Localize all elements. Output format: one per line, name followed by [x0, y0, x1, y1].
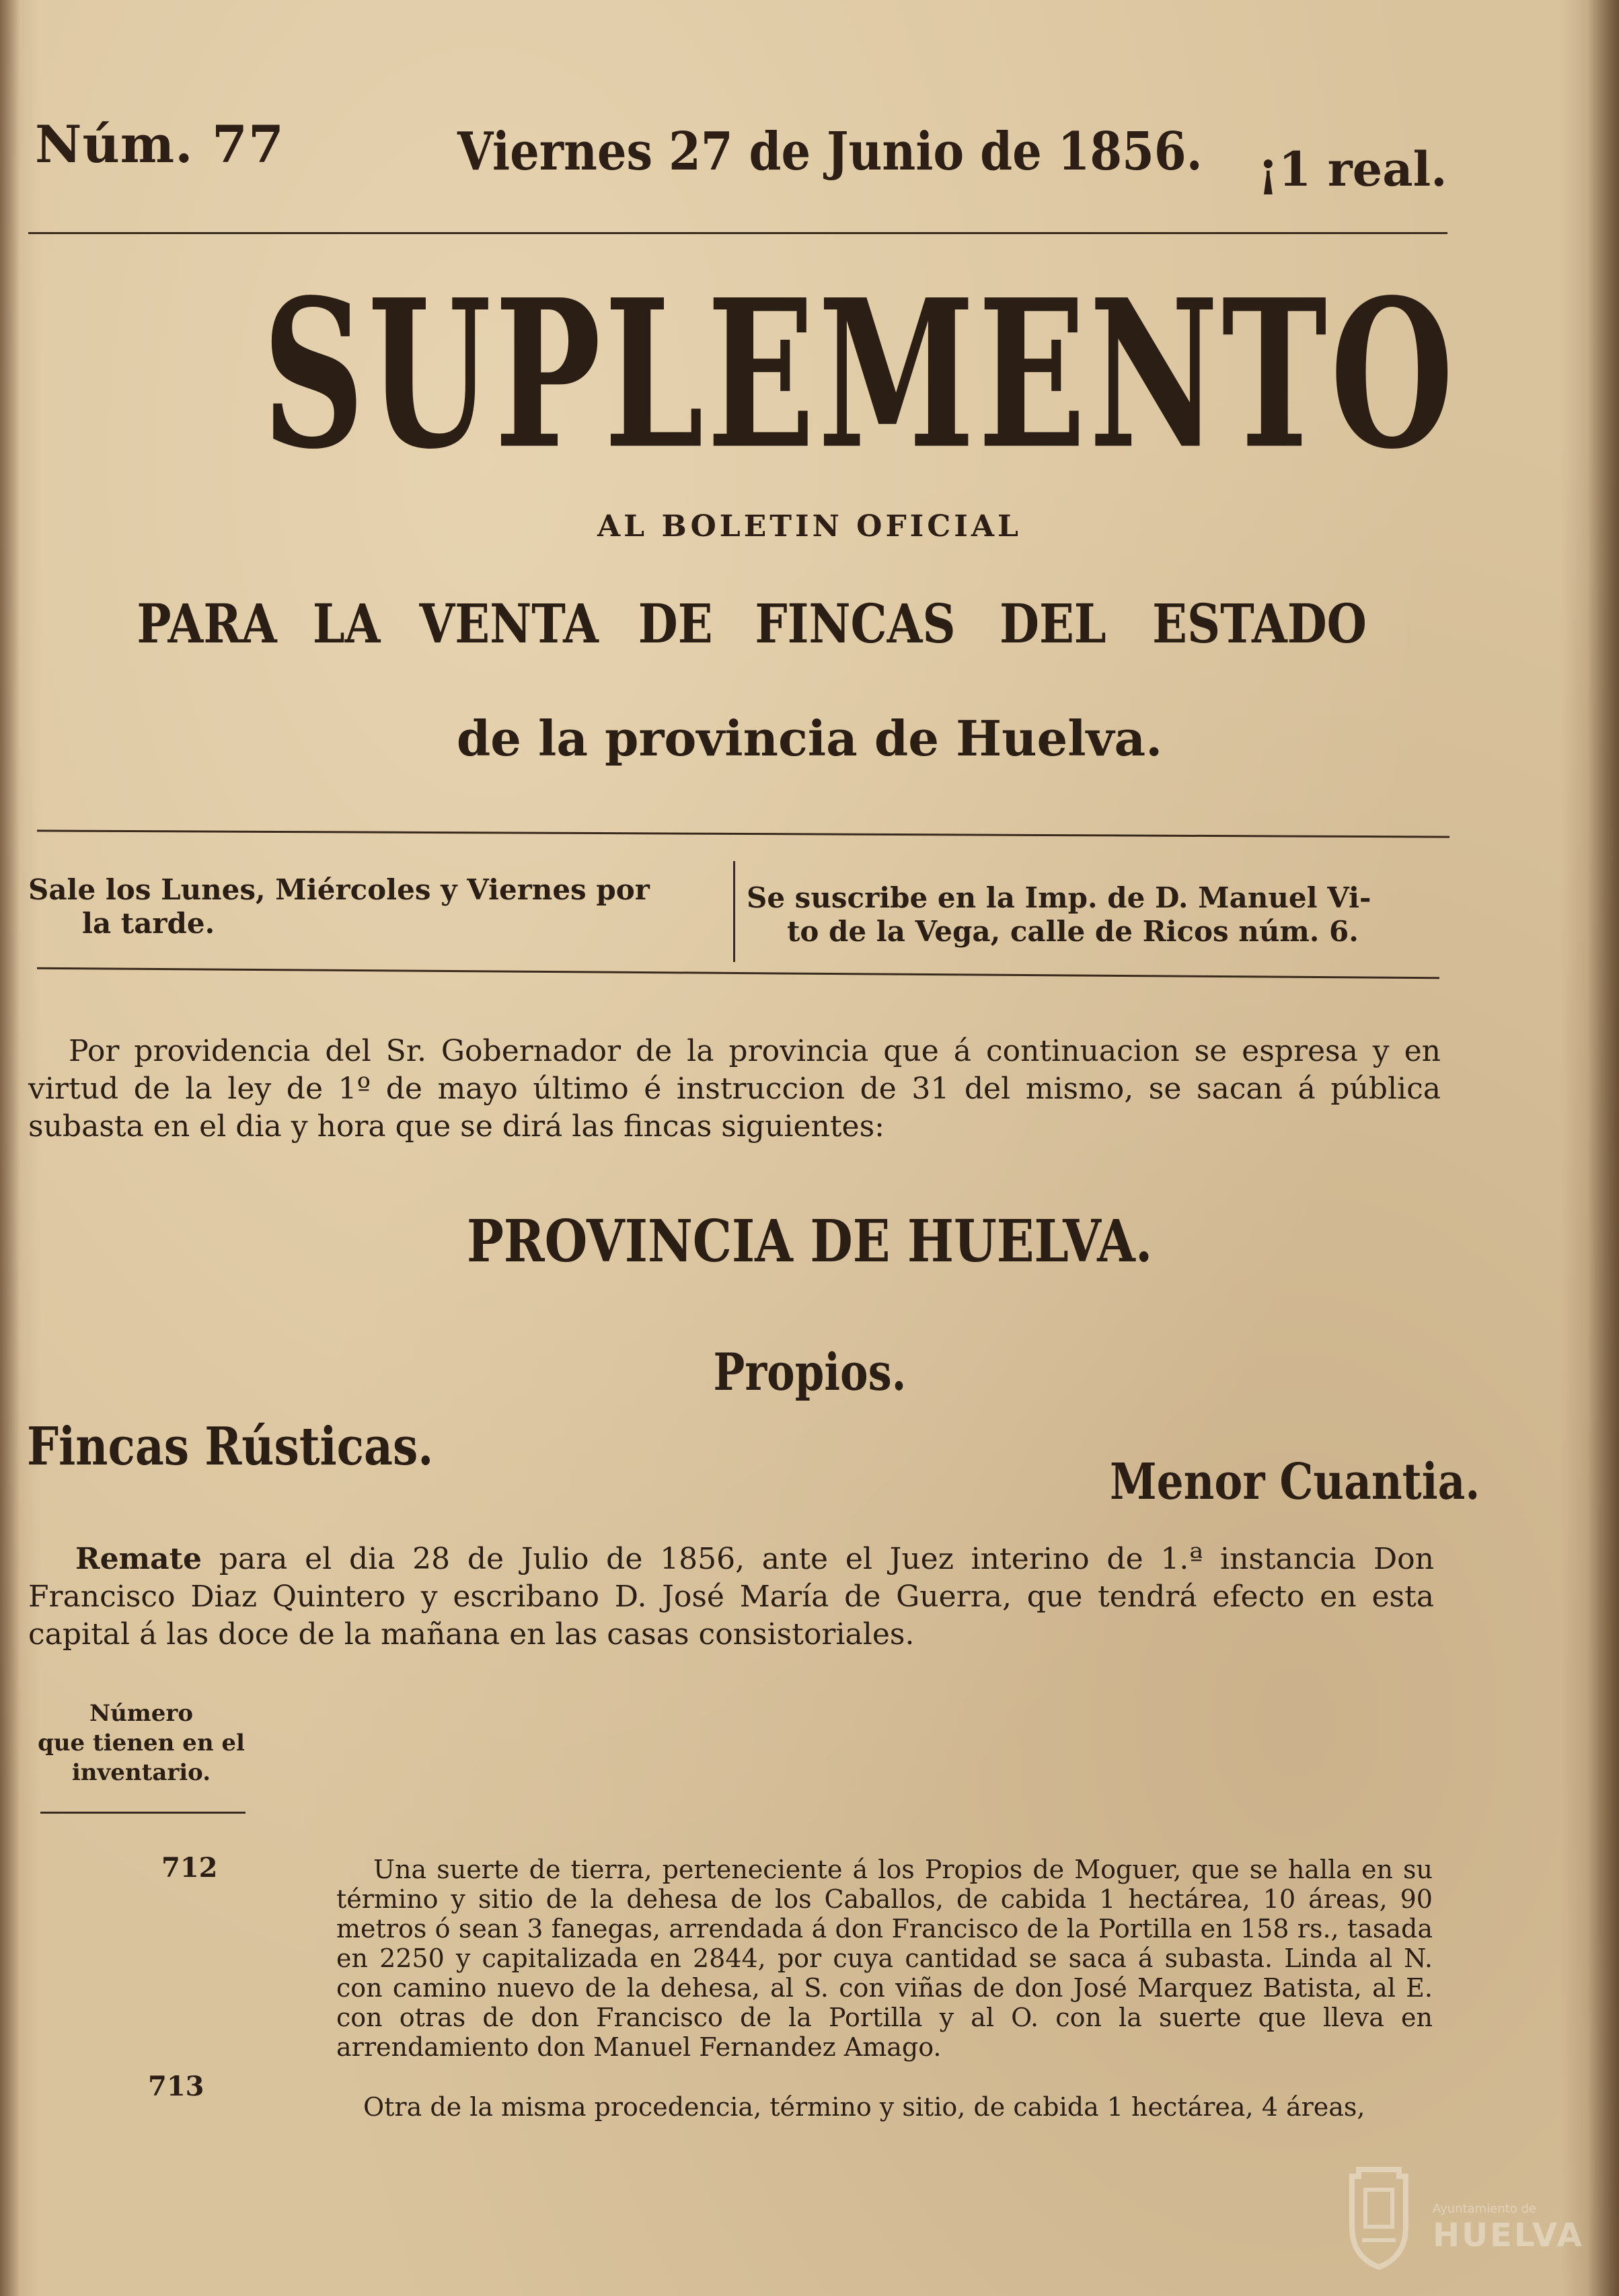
- masthead-rule: [28, 232, 1447, 234]
- main-title: SUPLEMENTO: [262, 254, 1457, 494]
- page-edge-shadow-right: [1587, 0, 1619, 2296]
- column-header-line-2: que tienen en el: [38, 1730, 245, 1756]
- entry-description: Otra de la misma procedencia, término y sitio, de cabida 1 hectárea, 4 áreas,: [363, 2092, 1365, 2122]
- intro-paragraph: Por providencia del Sr. Gobernador de la provincia que á continuacion se espresa y en virtud de la ley de 1º de mayo último é instruccion de 31 del mismo, se sacan á pública subasta en el dia y hora que se dirá las fincas siguientes:: [28, 1034, 1441, 1144]
- subtitle-provincia: de la provincia de Huelva.: [456, 710, 1163, 767]
- subtitle-word: PARA: [137, 592, 277, 655]
- entry-description: Una suerte de tierra, perteneciente á los Propios de Moguer, que se halla en su término y sitio de la dehesa de los Caballos, de cabida 1 hectárea, 10 áreas, 90 metros ó sean 3 fanegas, arrendada á don Francisco de la Portilla en 158 rs., tasada en 2250 y capitalizada en 2844, por cuya cantidad se saca á subasta. Linda al N. con camino nuevo de la dehesa, al S. con viñas de don José Marquez Batista, al E. con otras de don Francisco de la Portilla y al O. con la suerte que lleva en arrendamiento don Manuel Fernandez Amago.: [336, 1855, 1433, 2062]
- province-heading-text: PROVINCIA DE HUELVA.: [466, 1208, 1153, 1275]
- subtitle-word: DE: [638, 592, 713, 655]
- remate-text: para el dia 28 de Julio de 1856, ante el Juez interino de 1.ª instancia Don Francisco Diaz Quintero y escribano D. José María de Guerra, que tendrá efecto en esta capital á las doce de la mañana en las casas consistoriales.: [28, 1542, 1435, 1652]
- fincas-rusticas-heading: Fincas Rústicas.: [27, 1416, 434, 1477]
- schedule-line-1: Sale los Lunes, Miércoles y Viernes por: [28, 873, 650, 906]
- propios-heading: [0, 1342, 1619, 1402]
- column-header-rule: [40, 1812, 246, 1814]
- issue-date: Viernes 27 de Junio de 1856.: [457, 121, 1203, 182]
- menor-cuantia-heading: Menor Cuantia.: [1110, 1453, 1480, 1511]
- remate-lead: Remate: [75, 1542, 202, 1576]
- logo-subtitle: Ayuntamiento de: [1433, 2202, 1536, 2216]
- subtitle-word: VENTA: [419, 592, 599, 655]
- issue-number: Núm. 77: [35, 114, 285, 174]
- ayuntamiento-huelva-logo: [1339, 2163, 1584, 2277]
- box-bottom-rule: [37, 967, 1439, 979]
- crest-icon: [1339, 2163, 1419, 2270]
- entry-number: 713: [148, 2071, 204, 2102]
- subscription-line-2: to de la Vega, calle de Ricos núm. 6.: [787, 915, 1359, 949]
- column-header-line-3: inventario.: [71, 1759, 211, 1786]
- logo-name: HUELVA: [1433, 2217, 1584, 2254]
- subtitle-word: ESTADO: [1152, 592, 1367, 655]
- page-edge-shadow-left: [0, 0, 20, 2296]
- subtitle-word: LA: [312, 592, 381, 655]
- subtitle-word: FINCAS: [754, 592, 956, 655]
- column-header-line-1: Número: [89, 1700, 193, 1727]
- subtitle-word: DEL: [1000, 592, 1106, 655]
- propios-heading-text: Propios.: [713, 1342, 906, 1402]
- inventory-column-header: [27, 1699, 256, 1787]
- box-top-rule: [37, 829, 1449, 838]
- subtitle-boletin: AL BOLETIN OFICIAL: [597, 509, 1022, 544]
- remate-paragraph: [28, 1541, 1434, 1654]
- subscription-line-1: Se suscribe en la Imp. de D. Manuel Vi-: [747, 881, 1371, 914]
- schedule-line-2: la tarde.: [82, 907, 215, 940]
- issue-price: ¡1 real.: [1258, 141, 1447, 197]
- subtitle-venta: [124, 592, 1386, 655]
- entry-number: 712: [161, 1852, 218, 1884]
- province-heading: [0, 1208, 1619, 1275]
- publication-schedule: [28, 873, 721, 941]
- subscription-info: [747, 881, 1446, 949]
- box-divider: [733, 861, 735, 962]
